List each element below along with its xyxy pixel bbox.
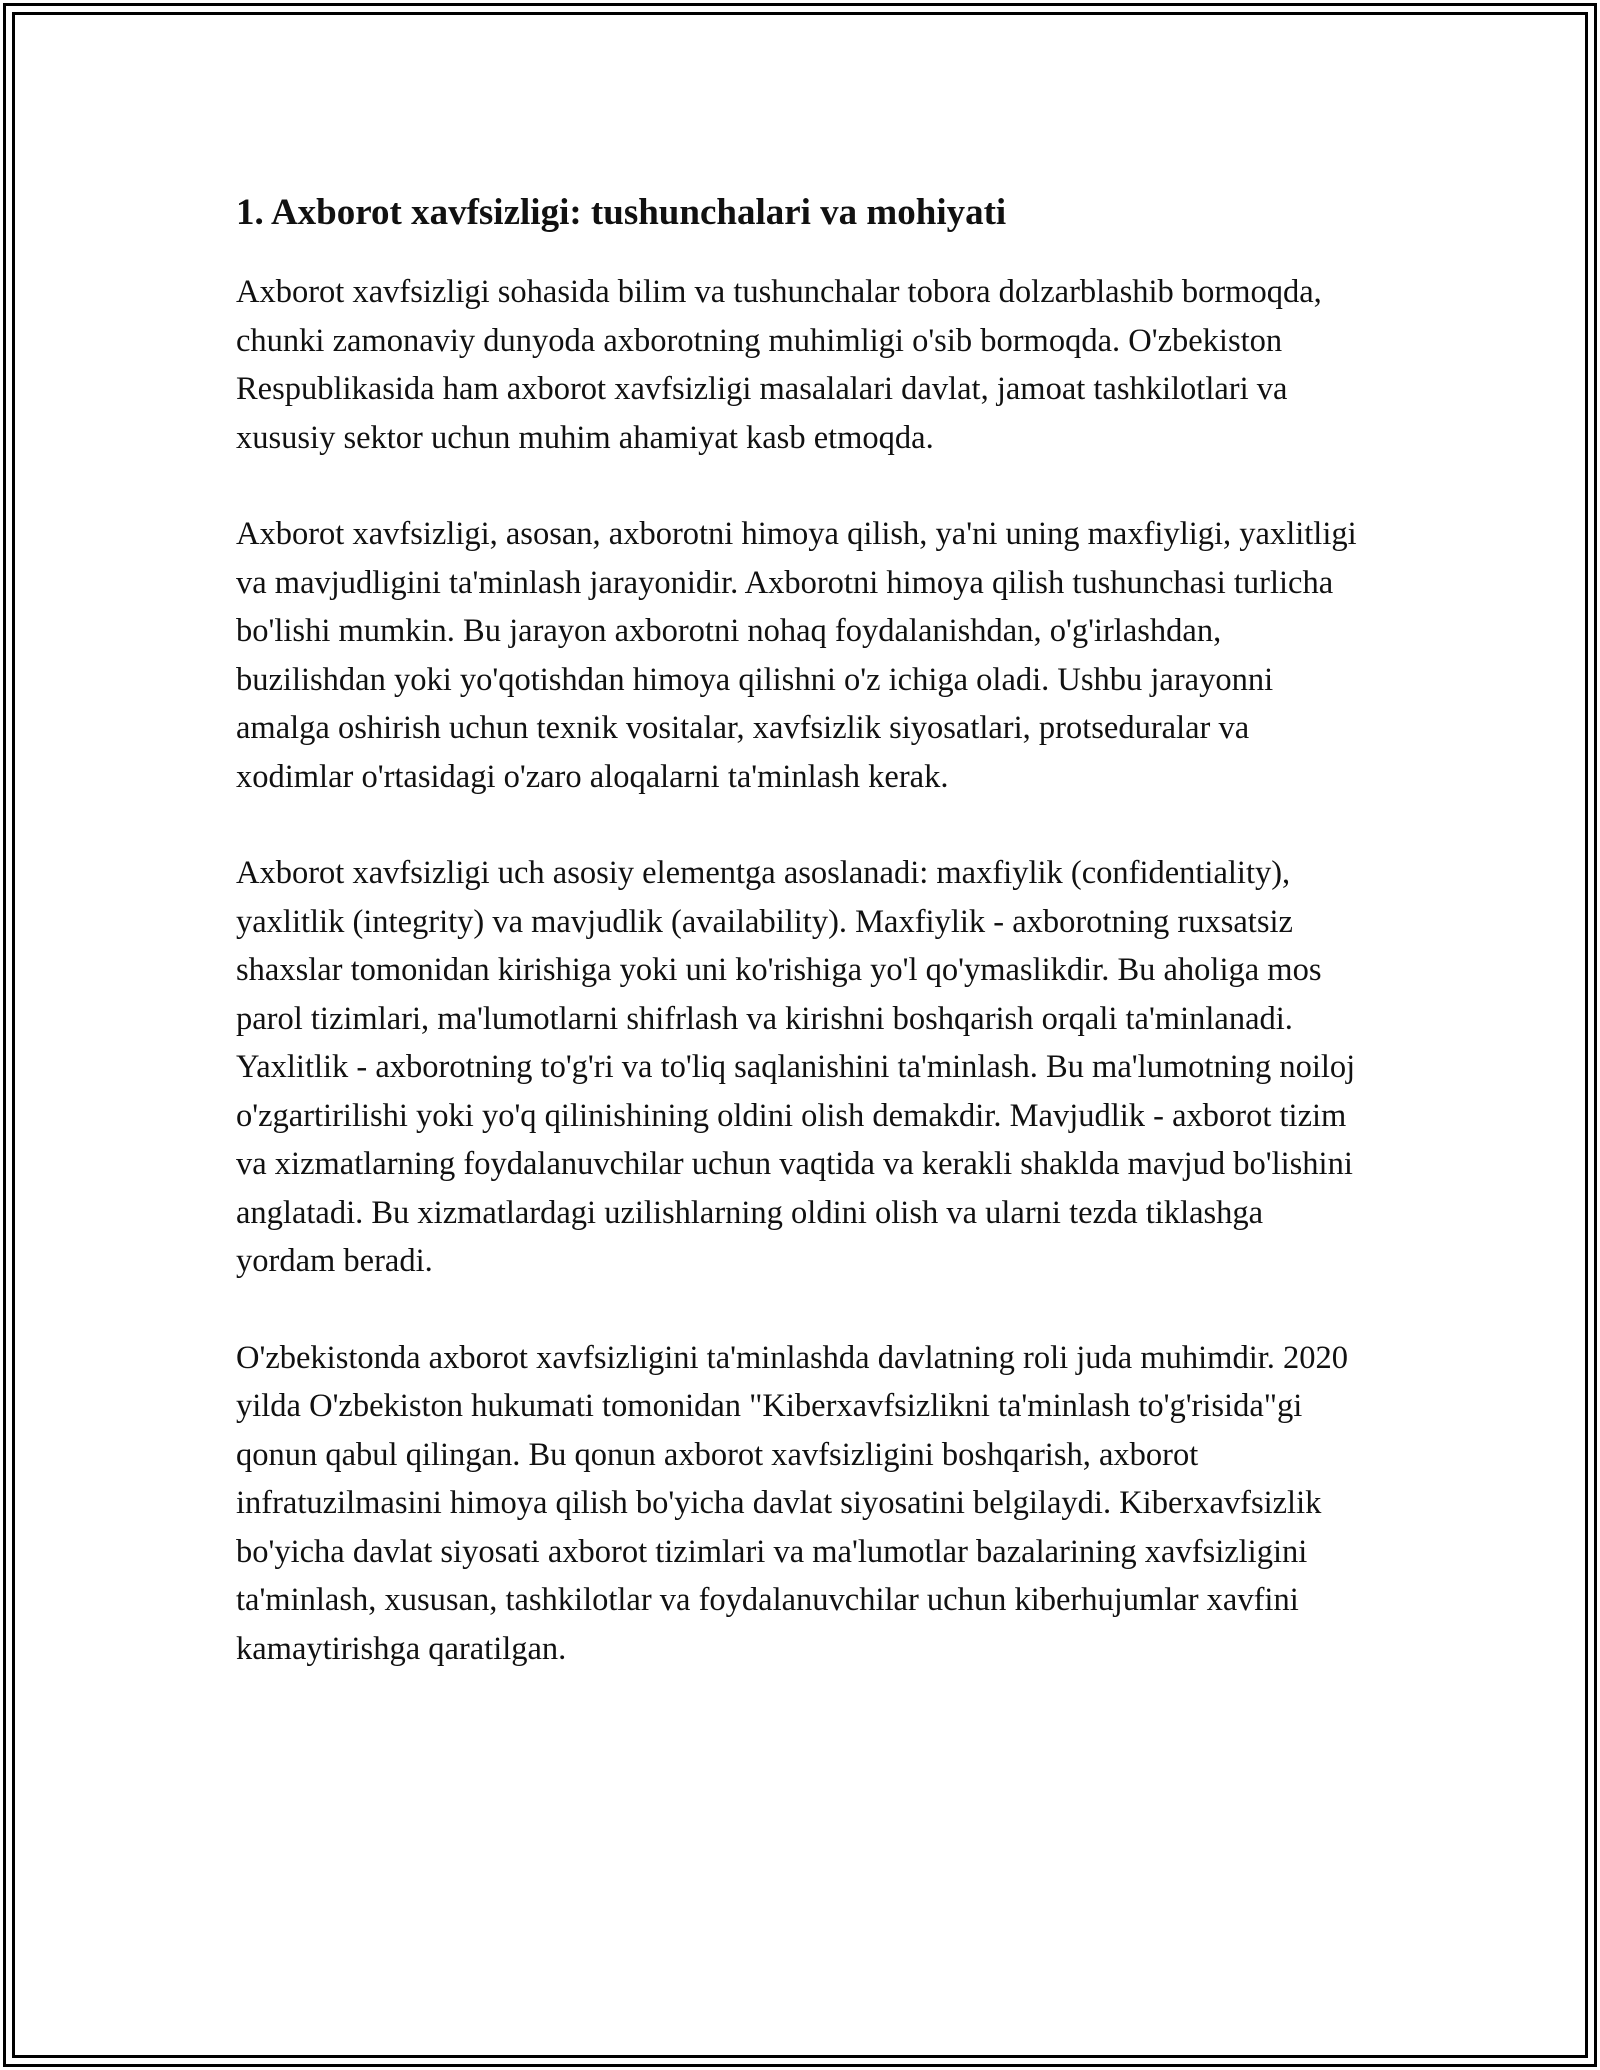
paragraph-1: Axborot xavfsizligi sohasida bilim va tushunchalar tobora dolzarblashib bormoqda, chunki zamonaviy dunyoda axborotning muhimligi o'sib bormoqda. O'zbekiston Respublikasida ham axborot xavfsizligi masalalari davlat, jamoat tashkilotlari va xususiy sektor uchun muhim ahamiyat kasb etmoqda. bbox=[236, 274, 1322, 456]
document-body bbox=[236, 188, 1366, 1721]
paragraph-3: Axborot xavfsizligi uch asosiy elementga asoslanadi: maxfiylik (confidentiality), yaxlitlik (integrity) va mavjudlik (availability). Maxfiylik - axborotning ruxsatsiz shaxslar tomonidan kirishiga yoki uni ko'rishiga yo'l qo'ymaslikdir. Bu aholiga mos parol tizimlari, ma'lumotlarni shifrlash va kirishni boshqarish orqali ta'minlanadi. Yaxlitlik - axborotning to'g'ri va to'liq saqlanishini ta'minlash. Bu ma'lumotning noiloj o'zgartirilishi yoki yo'q qilinishining oldini olish demakdir. Mavjudlik - axborot tizim va xizmatlarning foydalanuvchilar uchun vaqtida va kerakli shaklda mavjud bo'lishini anglatadi. Bu xizmatlardagi uzilishlarning oldini olish va ularni tezda tiklashga yordam beradi. bbox=[236, 855, 1356, 1279]
paragraph-2: Axborot xavfsizligi, asosan, axborotni himoya qilish, ya'ni uning maxfiyligi, yaxlitligi va mavjudligini ta'minlash jarayonidir. Axborotni himoya qilish tushunchasi turlicha bo'lishi mumkin. Bu jarayon axborotni nohaq foydalanishdan, o'g'irlashdan, buzilishdan yoki yo'qotishdan himoya qilishni o'z ichiga oladi. Ushbu jarayonni amalga oshirish uchun texnik vositalar, xavfsizlik siyosatlari, protseduralar va xodimlar o'rtasidagi o'zaro aloqalarni ta'minlash kerak. bbox=[236, 516, 1357, 795]
paragraph-4: O'zbekistonda axborot xavfsizligini ta'minlashda davlatning roli juda muhimdir. 2020 yilda O'zbekiston hukumati tomonidan "Kiberxavfsizlikni ta'minlash to'g'risida"gi qonun qabul qilingan. Bu qonun axborot xavfsizligini boshqarish, axborot infratuzilmasini himoya qilish bo'yicha davlat siyosatini belgilaydi. Kiberxavfsizlik bo'yicha davlat siyosati axborot tizimlari va ma'lumotlar bazalarining xavfsizligini ta'minlash, xususan, tashkilotlar va foydalanuvchilar uchun kiberhujumlar xavfini kamaytirishga qaratilgan. bbox=[236, 1339, 1348, 1667]
document-title: 1. Axborot xavfsizligi: tushunchalari va mohiyati bbox=[236, 192, 1007, 233]
